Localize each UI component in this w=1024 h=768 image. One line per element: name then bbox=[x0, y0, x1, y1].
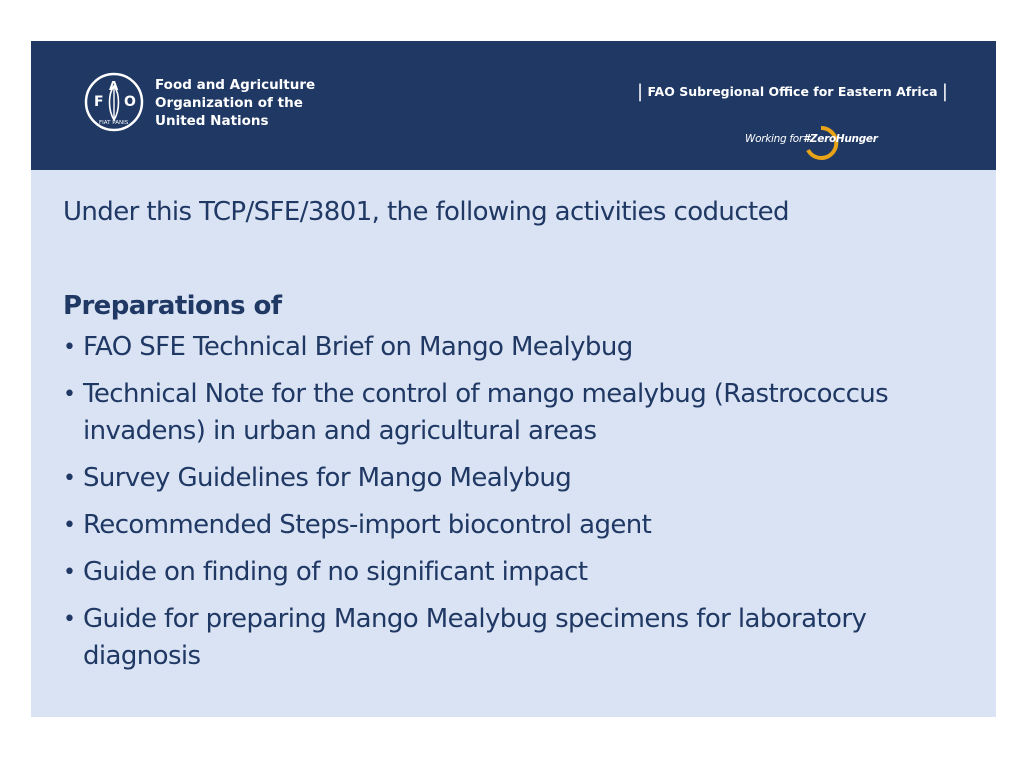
office-title bbox=[637, 80, 948, 101]
list-item-text: Guide on finding of no significant impact bbox=[83, 557, 588, 587]
bullet-icon: • bbox=[63, 335, 76, 360]
slide-content bbox=[63, 193, 973, 685]
zero-hunger-prefix: Working for bbox=[745, 133, 803, 145]
list-item bbox=[63, 376, 973, 450]
list-item-text: Recommended Steps-import biocontrol agent bbox=[83, 510, 652, 540]
org-name-line: Organization of the bbox=[155, 95, 303, 111]
zero-hunger-tag: #ZeroHunger bbox=[802, 133, 878, 145]
bullet-icon: • bbox=[63, 466, 76, 491]
zero-hunger-text bbox=[745, 133, 878, 145]
fao-logo-icon bbox=[84, 72, 144, 132]
logo-letter-f: F bbox=[94, 94, 104, 110]
divider-bar-right: | bbox=[941, 81, 948, 102]
logo-letter-o: O bbox=[124, 94, 136, 110]
bullet-icon: • bbox=[63, 513, 76, 538]
bullet-icon: • bbox=[63, 607, 76, 632]
org-name-line: Food and Agriculture bbox=[155, 77, 316, 93]
bullet-list bbox=[63, 329, 973, 675]
intro-text: Under this TCP/SFE/3801, the following activities coducted bbox=[63, 197, 789, 227]
header-banner bbox=[31, 41, 996, 170]
list-item bbox=[63, 601, 973, 675]
list-item-text: FAO SFE Technical Brief on Mango Mealybug bbox=[83, 332, 633, 362]
list-item-text: Guide for preparing Mango Mealybug specimens for laboratory diagnosis bbox=[83, 604, 867, 671]
org-name-line: United Nations bbox=[155, 113, 269, 129]
logo-motto: FIAT PANIS bbox=[99, 120, 129, 126]
bullet-icon: • bbox=[63, 382, 76, 407]
list-item bbox=[63, 460, 973, 497]
list-item bbox=[63, 329, 973, 366]
list-item-text: Technical Note for the control of mango mealybug (Rastrococcus invadens) in urban and agricultural areas bbox=[83, 379, 889, 446]
list-item bbox=[63, 554, 973, 591]
list-item bbox=[63, 507, 973, 544]
logo-letter-a: A bbox=[109, 79, 119, 93]
list-item-text: Survey Guidelines for Mango Mealybug bbox=[83, 463, 572, 493]
section-heading: Preparations of bbox=[63, 291, 282, 321]
zero-hunger-logo bbox=[745, 125, 878, 161]
organization-name bbox=[155, 76, 315, 130]
office-title-text: FAO Subregional Office for Eastern Africa bbox=[647, 84, 938, 99]
bullet-icon: • bbox=[63, 560, 76, 585]
divider-bar-left: | bbox=[637, 81, 644, 102]
